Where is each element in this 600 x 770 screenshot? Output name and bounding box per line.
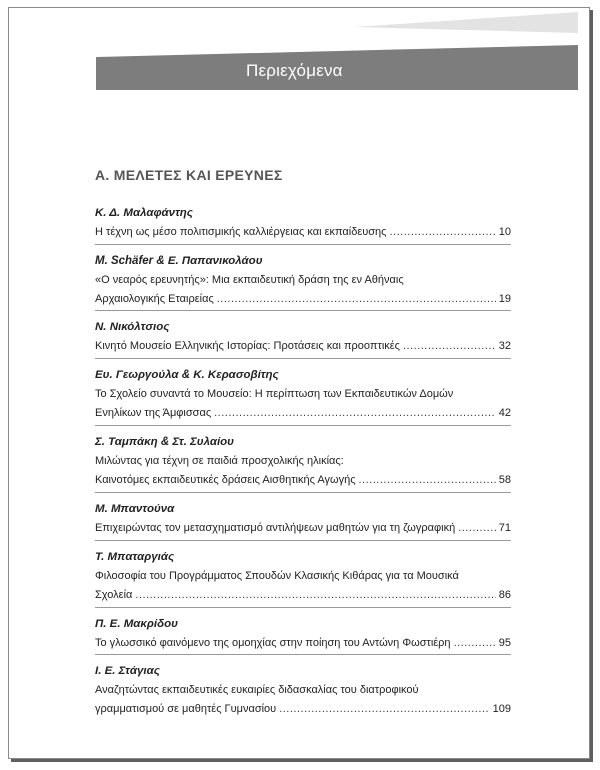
dot-leader xyxy=(458,519,496,538)
dot-leader xyxy=(403,337,496,356)
entry-title-text: Σχολεία xyxy=(95,589,133,601)
entry-author: Τ. Μπαταργιάς xyxy=(95,551,175,563)
toc-entry[interactable] xyxy=(95,204,511,242)
entry-title-last-line xyxy=(95,337,511,356)
dot-leader xyxy=(217,290,496,309)
toc-entry[interactable] xyxy=(95,548,511,605)
banner-light-stripe xyxy=(355,12,578,33)
toc-entry[interactable] xyxy=(95,318,511,356)
entry-title-last-line xyxy=(95,700,511,719)
entry-divider xyxy=(95,244,511,245)
entry-title-text: Κινητό Μουσείο Ελληνικής Ιστορίας: Προτάσεις και προοπτικές xyxy=(95,340,400,352)
dot-leader xyxy=(214,404,496,423)
entry-author: Ν. Νικόλτσιος xyxy=(95,321,170,333)
entry-title-line: Μιλώντας για τέχνη σε παιδιά προσχολικής ηλικίας: xyxy=(95,455,344,467)
toc-entry[interactable] xyxy=(95,366,511,423)
page-number: 19 xyxy=(498,293,511,305)
entry-title-line: Φιλοσοφία του Προγράμματος Σπουδών Κλασικής Κιθάρας για τα Μουσικά xyxy=(95,570,459,582)
entry-author: Ι. Ε. Στάγιας xyxy=(95,665,160,677)
toc-entry[interactable] xyxy=(95,252,511,309)
entry-divider xyxy=(95,310,511,311)
entry-divider xyxy=(95,425,511,426)
entry-author: Π. Ε. Μακρίδου xyxy=(95,618,178,630)
dot-leader xyxy=(135,586,495,605)
page-number: 58 xyxy=(498,474,511,486)
entry-divider xyxy=(95,358,511,359)
entry-title-last-line xyxy=(95,634,511,653)
entry-title-text: γραμματισμού σε μαθητές Γυμνασίου xyxy=(95,703,277,715)
page-number: 95 xyxy=(498,637,511,649)
entry-title-last-line xyxy=(95,404,511,423)
page-number: 86 xyxy=(498,589,511,601)
section-heading: Α. ΜΕΛΕΤΕΣ ΚΑΙ ΕΡΕΥΝΕΣ xyxy=(95,167,283,183)
page-number: 42 xyxy=(498,407,511,419)
entry-divider xyxy=(95,607,511,608)
entry-author: M. Schäfer & Ε. Παπανικολάου xyxy=(95,255,263,267)
entry-title-last-line xyxy=(95,223,511,242)
entry-title-line: «Ο νεαρός ερευνητής»: Μια εκπαιδευτική δράση της εν Αθήναις xyxy=(95,274,404,286)
entry-title-text: Η τέχνη ως μέσο πολιτισμικής καλλιέργειας και εκπαίδευσης xyxy=(95,226,387,238)
entry-title-text: Επιχειρώντας τον μετασχηματισμό αντιλήψεων μαθητών για τη ζωγραφική xyxy=(95,522,456,534)
dot-leader xyxy=(389,223,495,242)
entry-title-last-line xyxy=(95,471,511,490)
entry-title-line: Το Σχολείο συναντά το Μουσείο: Η περίπτωση των Εκπαιδευτικών Δομών xyxy=(95,388,454,400)
entry-author: Ευ. Γεωργούλα & Κ. Κερασοβίτης xyxy=(95,369,279,381)
page-number: 71 xyxy=(498,522,511,534)
dot-leader xyxy=(279,700,489,719)
entry-title-text: Καινοτόμες εκπαιδευτικές δράσεις Αισθητικής Αγωγής xyxy=(95,474,356,486)
entry-divider xyxy=(95,492,511,493)
entry-divider xyxy=(95,540,511,541)
entry-author: Μ. Μπαντούνα xyxy=(95,503,175,515)
dot-leader xyxy=(359,471,496,490)
toc-entry[interactable] xyxy=(95,615,511,653)
toc-entry[interactable] xyxy=(95,433,511,490)
entry-title-text: Ενηλίκων της Άμφισσας xyxy=(95,407,212,419)
page-title: Περιεχόμενα xyxy=(246,61,343,80)
toc-entry[interactable] xyxy=(95,500,511,538)
page-number: 109 xyxy=(492,703,511,715)
entry-title-line: Αναζητώντας εκπαιδευτικές ευκαιρίες διδασκαλίας του διατροφικού xyxy=(95,684,419,696)
page-number: 10 xyxy=(498,226,511,238)
entry-title-text: Το γλωσσικό φαινόμενο της ομοηχίας στην ποίηση του Αντώνη Φωστιέρη xyxy=(95,637,451,649)
entry-title-text: Αρχαιολογικής Εταιρείας xyxy=(95,293,214,305)
entry-title-last-line xyxy=(95,519,511,538)
entry-author: Σ. Ταμπάκη & Στ. Συλαίου xyxy=(95,436,234,448)
entry-divider xyxy=(95,654,511,655)
entry-title-last-line xyxy=(95,586,511,605)
dot-leader xyxy=(454,634,496,653)
entry-title-last-line xyxy=(95,290,511,309)
page-number: 32 xyxy=(498,340,511,352)
toc-entry[interactable] xyxy=(95,662,511,719)
entry-author: Κ. Δ. Μαλαφάντης xyxy=(95,207,193,219)
